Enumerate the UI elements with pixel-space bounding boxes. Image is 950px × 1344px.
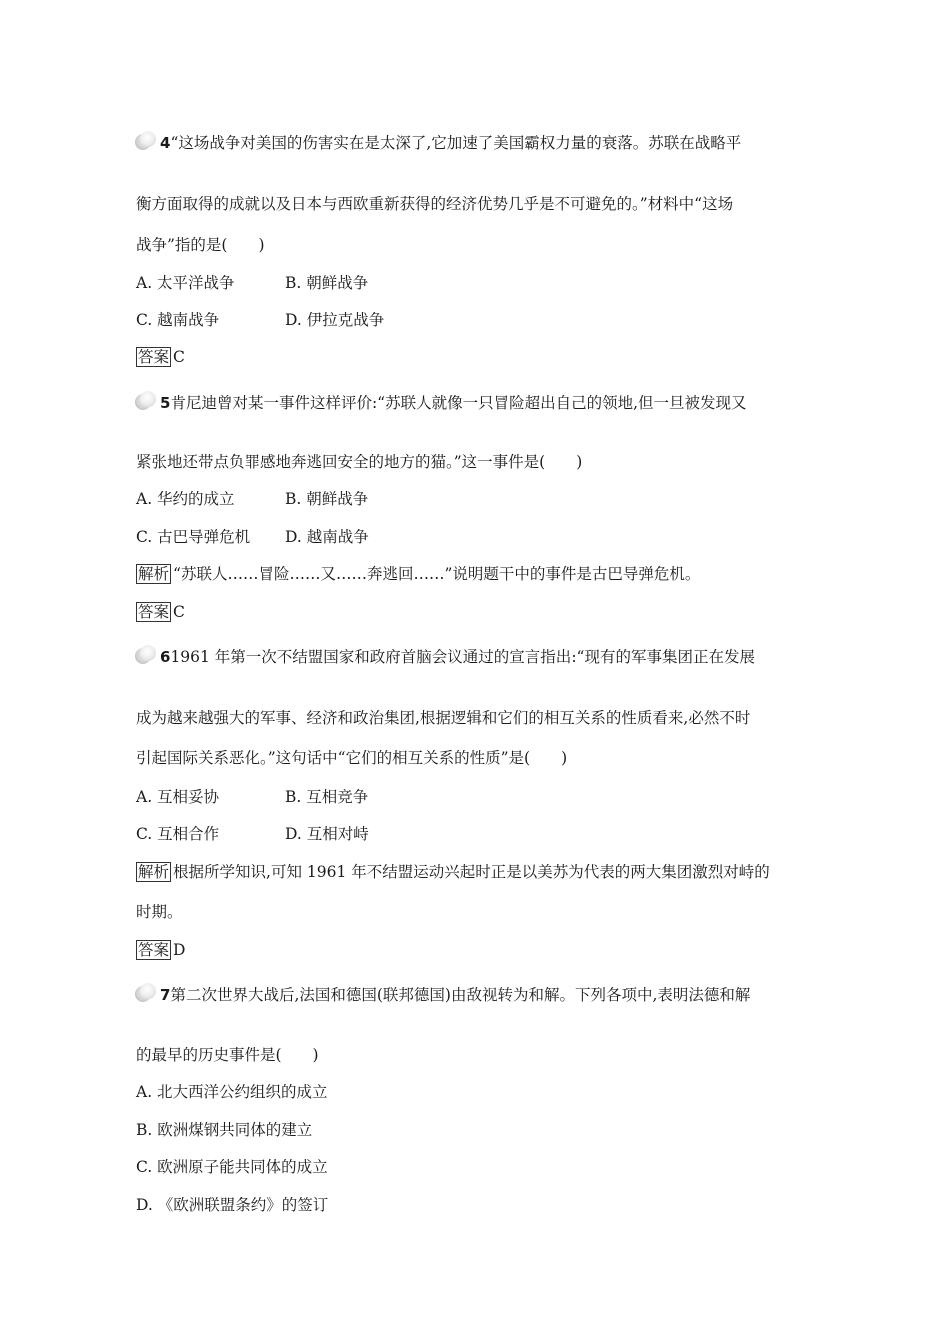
option-d: D. 伊拉克战争	[285, 311, 385, 329]
question-5-options-row-2	[136, 526, 369, 548]
question-6-analysis-line-2: 时期。	[136, 903, 183, 921]
question-4-options-row-1	[136, 272, 369, 294]
question-6-line-3: 引起国际关系恶化。”这句话中“它们的相互关系的性质”是( )	[136, 749, 568, 767]
question-5-analysis	[136, 563, 700, 585]
answer-value: D	[173, 941, 186, 959]
question-number: 6	[160, 648, 171, 666]
option-c: C. 越南战争	[136, 311, 220, 329]
answer-value: C	[173, 348, 185, 366]
question-bullet-icon	[134, 133, 158, 151]
option-b: B. 互相竞争	[285, 788, 369, 806]
question-bullet-icon	[134, 985, 158, 1003]
question-6-analysis	[136, 861, 770, 883]
question-7-option-c: C. 欧洲原子能共同体的成立	[136, 1158, 328, 1176]
option-a: A. 太平洋战争	[136, 274, 235, 292]
question-5-line-2: 紧张地还带点负罪感地奔逃回安全的地方的猫。”这一事件是( )	[136, 453, 583, 471]
question-4-line-3: 战争”指的是( )	[136, 236, 265, 254]
answer-tag: 答案	[138, 348, 170, 366]
question-stem: 1961 年第一次不结盟国家和政府首脑会议通过的宣言指出:“现有的军事集团正在发展	[170, 648, 755, 666]
option-a: A. 互相妥协	[136, 788, 220, 806]
option-d: D. 互相对峙	[285, 825, 369, 843]
question-7-option-b: B. 欧洲煤钢共同体的建立	[136, 1121, 313, 1139]
question-4-line-1	[134, 132, 741, 154]
option-b: B. 朝鲜战争	[285, 490, 369, 508]
question-6-options-row-1	[136, 786, 369, 808]
question-7-option-d: D. 《欧洲联盟条约》的签订	[136, 1196, 329, 1214]
question-4-line-2: 衡方面取得的成就以及日本与西欧重新获得的经济优势几乎是不可避免的。”材料中“这场	[136, 195, 734, 213]
analysis-tag: 解析	[138, 565, 170, 583]
answer-tag: 答案	[138, 941, 170, 959]
option-c: C. 互相合作	[136, 825, 220, 843]
question-5-line-1	[134, 392, 747, 414]
question-bullet-icon	[134, 393, 158, 411]
question-number: 7	[160, 986, 171, 1004]
question-7-line-2: 的最早的历史事件是( )	[136, 1046, 319, 1064]
question-4-answer	[136, 346, 185, 368]
question-6-options-row-2	[136, 823, 369, 845]
question-7-option-a: A. 北大西洋公约组织的成立	[136, 1083, 328, 1101]
question-5-options-row-1	[136, 488, 369, 510]
question-4-options-row-2	[136, 309, 385, 331]
question-stem: “这场战争对美国的伤害实在是太深了,它加速了美国霸权力量的衰落。苏联在战略平	[170, 134, 742, 152]
option-d: D. 越南战争	[285, 528, 369, 546]
option-c: C. 古巴导弹危机	[136, 528, 251, 546]
question-number: 5	[160, 394, 171, 412]
analysis-tag: 解析	[138, 863, 170, 881]
analysis-text: 根据所学知识,可知 1961 年不结盟运动兴起时正是以美苏为代表的两大集团激烈对峙的	[173, 863, 770, 881]
question-6-line-1	[134, 646, 755, 668]
question-stem: 肯尼迪曾对某一事件这样评价:“苏联人就像一只冒险超出自己的领地,但一旦被发现又	[170, 394, 747, 412]
question-6-line-2: 成为越来越强大的军事、经济和政治集团,根据逻辑和它们的相互关系的性质看来,必然不时	[136, 709, 751, 727]
question-7-line-1	[134, 984, 750, 1006]
question-stem: 第二次世界大战后,法国和德国(联邦德国)由敌视转为和解。下列各项中,表明法德和解	[170, 986, 751, 1004]
option-b: B. 朝鲜战争	[285, 274, 369, 292]
answer-value: C	[173, 603, 185, 621]
question-number: 4	[160, 134, 171, 152]
analysis-text: “苏联人……冒险……又……奔逃回……”说明题干中的事件是古巴导弹危机。	[173, 565, 701, 583]
question-6-answer	[136, 939, 185, 961]
question-5-answer	[136, 601, 185, 623]
answer-tag: 答案	[138, 603, 170, 621]
question-bullet-icon	[134, 647, 158, 665]
option-a: A. 华约的成立	[136, 490, 235, 508]
